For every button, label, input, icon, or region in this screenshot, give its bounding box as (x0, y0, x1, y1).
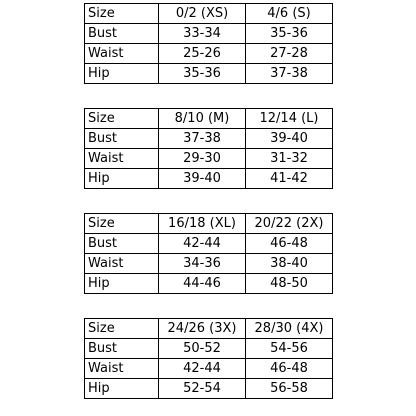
table-cell: 39-40 (159, 169, 246, 189)
table-cell: 44-46 (159, 274, 246, 294)
header-cell-size-b: 4/6 (S) (246, 4, 333, 24)
table-cell: 48-50 (246, 274, 333, 294)
table-row (85, 359, 333, 379)
table-row (85, 64, 333, 84)
table-row (85, 254, 333, 274)
header-cell-size: Size (85, 4, 159, 24)
table-cell: 25-26 (159, 44, 246, 64)
row-label-waist: Waist (85, 149, 159, 169)
table-cell: 54-56 (246, 339, 333, 359)
row-label-bust: Bust (85, 129, 159, 149)
row-label-bust: Bust (85, 24, 159, 44)
table-row (85, 274, 333, 294)
row-label-waist: Waist (85, 44, 159, 64)
row-label-bust: Bust (85, 339, 159, 359)
row-label-waist: Waist (85, 359, 159, 379)
table-cell: 37-38 (159, 129, 246, 149)
header-cell-size-a: 0/2 (XS) (159, 4, 246, 24)
header-cell-size-b: 12/14 (L) (246, 109, 333, 129)
header-cell-size-a: 8/10 (M) (159, 109, 246, 129)
table-row (85, 44, 333, 64)
table-cell: 42-44 (159, 234, 246, 254)
table-cell: 46-48 (246, 359, 333, 379)
table-cell: 37-38 (246, 64, 333, 84)
row-label-hip: Hip (85, 169, 159, 189)
table-row (85, 234, 333, 254)
table-cell: 35-36 (159, 64, 246, 84)
header-cell-size: Size (85, 214, 159, 234)
table-cell: 52-54 (159, 379, 246, 399)
header-cell-size: Size (85, 319, 159, 339)
table-cell: 46-48 (246, 234, 333, 254)
table-row (85, 149, 333, 169)
header-cell-size-b: 28/30 (4X) (246, 319, 333, 339)
table-cell: 38-40 (246, 254, 333, 274)
row-label-waist: Waist (85, 254, 159, 274)
header-cell-size-b: 20/22 (2X) (246, 214, 333, 234)
row-label-bust: Bust (85, 234, 159, 254)
table-row (85, 169, 333, 189)
table-cell: 34-36 (159, 254, 246, 274)
table-row (85, 24, 333, 44)
table-cell: 41-42 (246, 169, 333, 189)
size-chart-table-xs-s (84, 3, 333, 84)
row-label-hip: Hip (85, 379, 159, 399)
table-cell: 35-36 (246, 24, 333, 44)
table-header-row (85, 319, 333, 339)
table-header-row (85, 4, 333, 24)
size-chart-table-m-l (84, 108, 333, 189)
header-cell-size-a: 24/26 (3X) (159, 319, 246, 339)
table-cell: 31-32 (246, 149, 333, 169)
table-row (85, 379, 333, 399)
table-cell: 39-40 (246, 129, 333, 149)
table-cell: 33-34 (159, 24, 246, 44)
table-header-row (85, 214, 333, 234)
table-cell: 27-28 (246, 44, 333, 64)
size-chart-table-xl-2x (84, 213, 333, 294)
table-cell: 42-44 (159, 359, 246, 379)
table-row (85, 339, 333, 359)
header-cell-size: Size (85, 109, 159, 129)
table-cell: 29-30 (159, 149, 246, 169)
header-cell-size-a: 16/18 (XL) (159, 214, 246, 234)
size-chart-table-3x-4x (84, 318, 333, 399)
row-label-hip: Hip (85, 274, 159, 294)
table-row (85, 129, 333, 149)
table-cell: 56-58 (246, 379, 333, 399)
table-cell: 50-52 (159, 339, 246, 359)
row-label-hip: Hip (85, 64, 159, 84)
table-header-row (85, 109, 333, 129)
